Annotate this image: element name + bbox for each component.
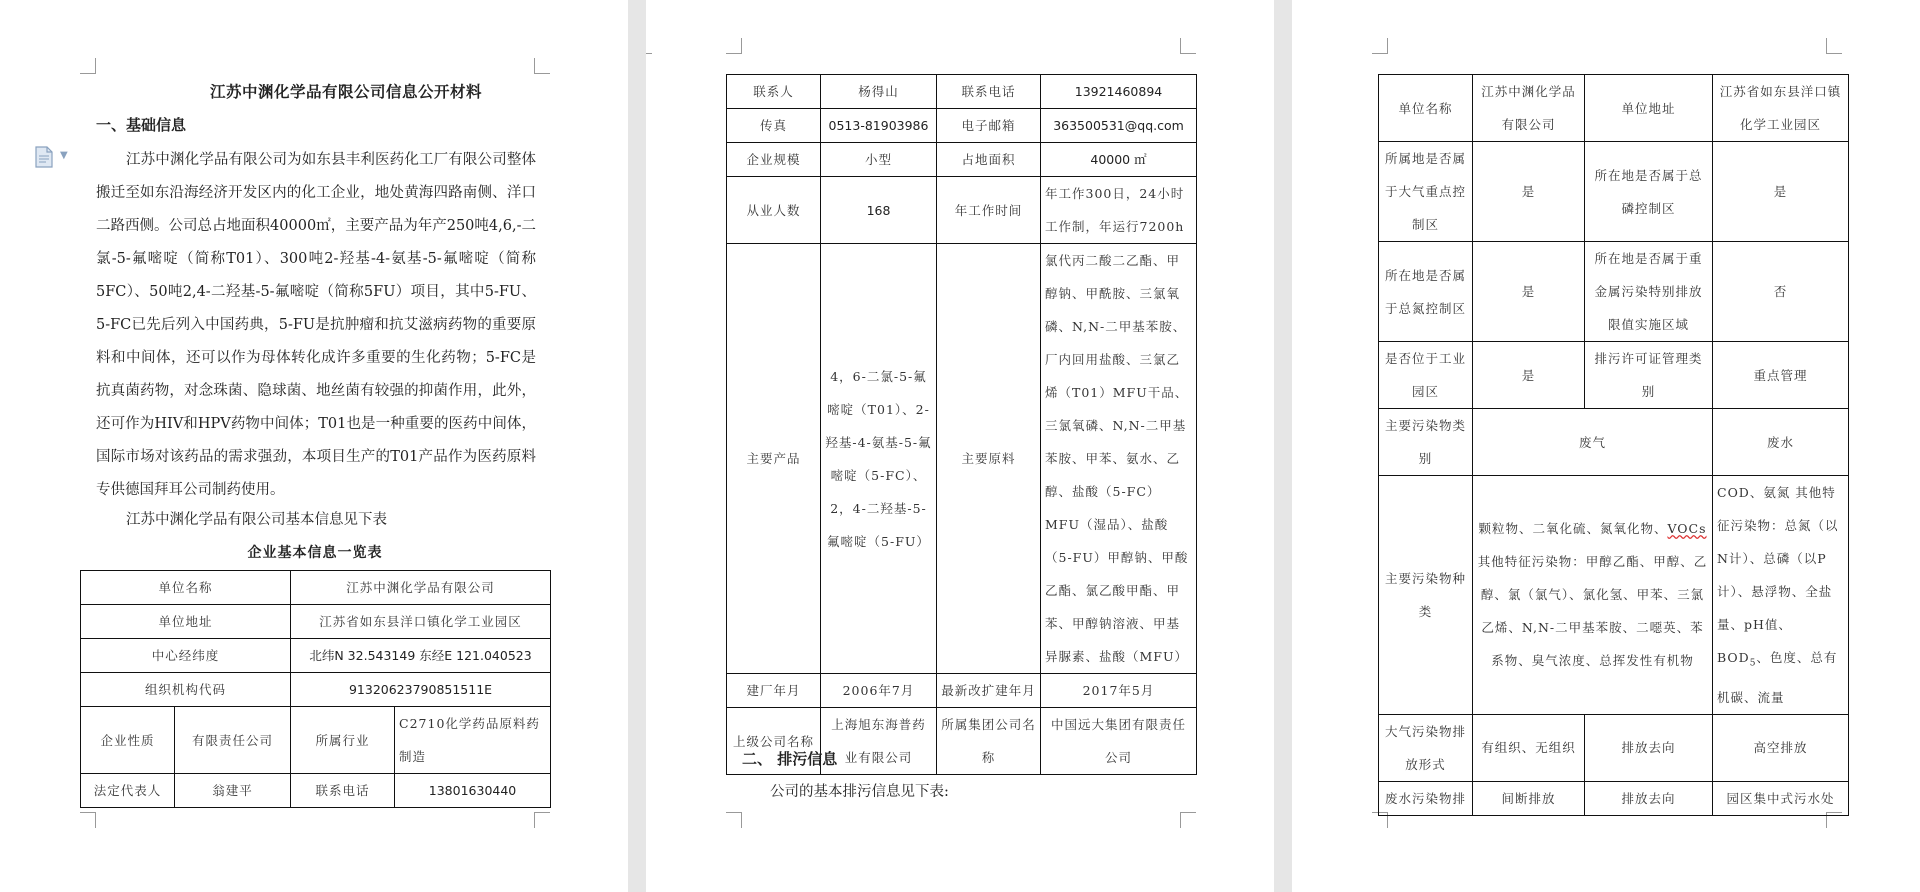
table-cell: 13921460894 <box>1041 75 1197 109</box>
table-cell: 所属地是否属于大气重点控制区 <box>1379 142 1473 242</box>
table-cell: 间断排放 <box>1473 781 1585 815</box>
table-cell: 所在地是否属于总磷控制区 <box>1585 142 1713 242</box>
table-cell: 363500531@qq.com <box>1041 109 1197 143</box>
table-cell: 91320623790851511E <box>291 673 551 707</box>
table-cell: 2006年7月 <box>821 674 937 708</box>
table-cell: 杨得山 <box>821 75 937 109</box>
table-cell: 单位地址 <box>1585 75 1713 142</box>
spellcheck-flagged-text[interactable]: VOCs <box>1667 521 1707 537</box>
table-cell: 占地面积 <box>937 143 1041 177</box>
table-row <box>1379 75 1849 142</box>
table-cell: 是 <box>1473 342 1585 409</box>
document-comment-icon[interactable] <box>34 146 68 168</box>
table-cell: 所在地是否属于重金属污染特别排放限值实施区域 <box>1585 242 1713 342</box>
crop-mark <box>646 38 652 54</box>
table-row <box>727 143 1197 177</box>
table-cell: 中国远大集团有限责任公司 <box>1041 708 1197 775</box>
table-cell: 江苏省如东县洋口镇化学工业园区 <box>1713 75 1849 142</box>
table-cell: 废水污染物排 <box>1379 781 1473 815</box>
table-cell: 年工作300日，24小时工作制，年运行7200h <box>1041 177 1197 244</box>
pollutant-text: COD、氨氮 其他特征污染物：总氮（以N计）、总磷（以P计）、悬浮物、全盐量、pH值、BOD <box>1717 485 1839 665</box>
table-cell: 重点管理 <box>1713 342 1849 409</box>
chevron-down-icon[interactable]: ▼ <box>60 150 68 161</box>
table-cell: 是 <box>1473 142 1585 242</box>
table-row <box>81 707 551 774</box>
table-row <box>1379 142 1849 242</box>
table-row <box>1379 342 1849 409</box>
table-cell: 所属集团公司名称 <box>937 708 1041 775</box>
table-cell: 有限责任公司 <box>175 707 291 774</box>
lead-sentence: 江苏中渊化学品有限公司基本信息见下表 <box>126 512 387 528</box>
crop-mark <box>534 58 550 74</box>
crop-mark <box>726 812 742 828</box>
table-cell: 上级公司名称 <box>727 708 821 775</box>
pollution-intro: 公司的基本排污信息见下表: <box>770 784 949 800</box>
table-cell: 主要污染物类别 <box>1379 409 1473 476</box>
table-cell: 13801630440 <box>395 774 551 808</box>
crop-mark <box>80 812 96 828</box>
table-cell: 电子邮箱 <box>937 109 1041 143</box>
table-cell: 单位地址 <box>81 605 291 639</box>
document-page-3 <box>1292 0 1920 892</box>
table-cell: 排放去向 <box>1585 781 1713 815</box>
table-cell: 组织机构代码 <box>81 673 291 707</box>
crop-mark <box>1826 38 1842 54</box>
table-cell: 联系人 <box>727 75 821 109</box>
table-cell: 大气污染物排放形式 <box>1379 714 1473 781</box>
table-cell <box>1713 476 1849 715</box>
table-cell: 排污许可证管理类别 <box>1585 342 1713 409</box>
pollutant-text: 颗粒物、二氧化硫、氮氧化物、 <box>1478 521 1668 537</box>
table-cell: 从业人数 <box>727 177 821 244</box>
table-cell: 最新改扩建年月 <box>937 674 1041 708</box>
table-cell: 江苏中渊化学品有限公司 <box>291 571 551 605</box>
table-row <box>81 774 551 808</box>
table-cell: 所属行业 <box>291 707 395 774</box>
table-row <box>81 673 551 707</box>
table-cell: 企业规模 <box>727 143 821 177</box>
crop-mark <box>1180 38 1196 54</box>
table-cell: 所在地是否属于总氮控制区 <box>1379 242 1473 342</box>
table-cell: 废水 <box>1713 409 1849 476</box>
table-cell: 单位名称 <box>81 571 291 605</box>
table-cell: C2710化学药品原料药制造 <box>395 707 551 774</box>
table-cell: 建厂年月 <box>727 674 821 708</box>
table-cell: 废气 <box>1473 409 1713 476</box>
table-cell: 是 <box>1473 242 1585 342</box>
document-page-1 <box>0 0 628 892</box>
crop-mark <box>80 58 96 74</box>
table-cell: 主要产品 <box>727 244 821 674</box>
pollution-info-table <box>1378 74 1849 816</box>
table-cell: 年工作时间 <box>937 177 1041 244</box>
table-cell: 联系电话 <box>937 75 1041 109</box>
table-cell: 小型 <box>821 143 937 177</box>
table-cell: 氯代丙二酸二乙酯、甲醇钠、甲酰胺、三氯氧磷、N,N-二甲基苯胺、厂内回用盐酸、三氯乙烯（T01）MFU干品、三氯氧磷、N,N-二甲基苯胺、甲苯、氨水、乙醇、盐酸（5-FC）MFU（湿品）、盐酸（5-FU）甲醇钠、甲酸乙酯、氯乙酸甲酯、甲苯、甲醇钠溶液、甲基异脲素、盐酸（MFU） <box>1041 244 1197 674</box>
company-basic-info-table <box>80 570 551 808</box>
table-cell: 北纬N 32.543149 东经E 121.040523 <box>291 639 551 673</box>
table-row <box>81 639 551 673</box>
table-cell: 上海旭东海普药业有限公司 <box>821 708 937 775</box>
table-cell: 有组织、无组织 <box>1473 714 1585 781</box>
table-cell: 40000 ㎡ <box>1041 143 1197 177</box>
table-row <box>81 571 551 605</box>
company-contact-table <box>726 74 1197 775</box>
table-cell <box>1473 476 1713 715</box>
table-cell: 单位名称 <box>1379 75 1473 142</box>
table-row <box>1379 781 1849 815</box>
table-row <box>727 109 1197 143</box>
table-cell: 2017年5月 <box>1041 674 1197 708</box>
table-cell: 企业性质 <box>81 707 175 774</box>
table-cell: 法定代表人 <box>81 774 175 808</box>
table-cell: 中心经纬度 <box>81 639 291 673</box>
section-heading-pollution: 二、 排污信息 <box>742 750 838 768</box>
pollutant-text: 、色度、总有机碳、流量 <box>1717 650 1838 705</box>
section-heading-basic-info: 一、基础信息 <box>96 116 187 134</box>
intro-paragraph: 江苏中渊化学品有限公司为如东县丰利医药化工厂有限公司整体搬迁至如东沿海经济开发区内的化工企业，地处黄海四路南侧、洋口二路西侧。公司总占地面积40000㎡，主要产品为年产250吨4,6,-二氯-5-氟嘧啶（简称T01）、300吨2-羟基-4-氨基-5-氟嘧啶（简称5FC）、50吨2,4-二羟基-5-氟嘧啶（简称5FU）项目，其中5-FU、5-FC已先后列入中国药典，5-FU是抗肿瘤和抗艾滋病药物的重要原料和中间体，还可以作为母体转化成许多重要的生化药物；5-FC是抗真菌药物，对念珠菌、隐球菌、地丝菌有较强的抑菌作用，此外，还可作为HIV和HPV药物中间体；T01也是一种重要的医药中间体，国际市场对该药品的需求强劲，本项目生产的T01产品作为医药原料专供德国拜耳公司制药使用。 <box>96 152 536 498</box>
crop-mark <box>726 38 742 54</box>
table-cell: 江苏省如东县洋口镇化学工业园区 <box>291 605 551 639</box>
table-cell: 园区集中式污水处 <box>1713 781 1849 815</box>
table-row <box>81 605 551 639</box>
table-cell: 主要原料 <box>937 244 1041 674</box>
table-row <box>727 674 1197 708</box>
table-cell: 168 <box>821 177 937 244</box>
table-cell: 否 <box>1713 242 1849 342</box>
table-cell: 是 <box>1713 142 1849 242</box>
table-row <box>1379 476 1849 715</box>
table-cell: 联系电话 <box>291 774 395 808</box>
table-cell: 高空排放 <box>1713 714 1849 781</box>
table-row <box>727 75 1197 109</box>
crop-mark <box>1372 38 1388 54</box>
table-cell: 4，6-二氯-5-氟嘧啶（T01）、2-羟基-4-氨基-5-氟嘧啶（5-FC）、2，4-二羟基-5-氟嘧啶（5-FU） <box>821 244 937 674</box>
crop-mark <box>1180 812 1196 828</box>
table-cell: 翁建平 <box>175 774 291 808</box>
table-row <box>1379 409 1849 476</box>
table-cell: 0513-81903986 <box>821 109 937 143</box>
table-row <box>1379 242 1849 342</box>
pollutant-text: 其他特征污染物：甲醇乙酯、甲醇、乙醇、氯（氯气）、氯化氢、甲苯、三氯乙烯、N,N-二甲基苯胺、二噁英、苯系物、臭气浓度、总挥发性有机物 <box>1477 554 1708 669</box>
document-page-2 <box>646 0 1274 892</box>
crop-mark <box>534 812 550 828</box>
table-row <box>727 244 1197 674</box>
table-caption: 企业基本信息一览表 <box>247 545 383 561</box>
table-cell: 是否位于工业园区 <box>1379 342 1473 409</box>
table-cell: 主要污染物种类 <box>1379 476 1473 715</box>
table-row <box>727 177 1197 244</box>
subscript: 5 <box>1749 658 1757 669</box>
table-cell: 江苏中渊化学品有限公司 <box>1473 75 1585 142</box>
document-title: 江苏中渊化学品有限公司信息公开材料 <box>209 82 482 101</box>
table-cell: 传真 <box>727 109 821 143</box>
table-cell: 排放去向 <box>1585 714 1713 781</box>
table-row <box>1379 714 1849 781</box>
